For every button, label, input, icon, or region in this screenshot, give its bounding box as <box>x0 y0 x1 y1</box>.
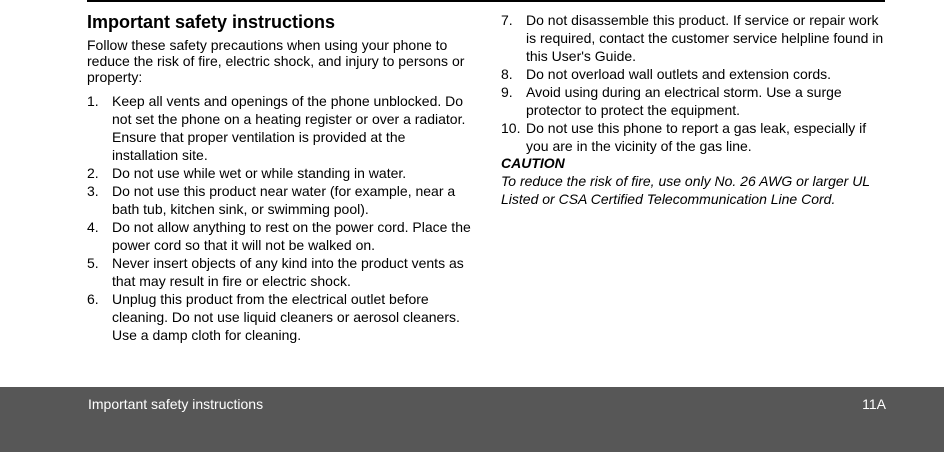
list-item <box>87 290 472 344</box>
page-title: Important safety instructions <box>87 12 336 32</box>
caution-text: To reduce the risk of fire, use only No. 26 AWG or larger UL Listed or CSA Certified Telecommunication Line Cord. <box>501 173 870 207</box>
item-number: 6. <box>87 291 99 307</box>
page-number: 11A <box>862 396 886 412</box>
item-text: Do not use this product near water (for example, near a bath tub, kitchen sink, or swimming pool). <box>112 183 456 217</box>
top-rule <box>87 0 885 2</box>
item-number: 3. <box>87 183 99 199</box>
item-text: Do not disassemble this product. If service or repair work is required, contact the customer service helpline found in this User's Guide. <box>526 12 884 64</box>
item-text: Avoid using during an electrical storm. Use a surge protector to protect the equipment. <box>526 84 842 118</box>
item-number: 2. <box>87 165 99 181</box>
left-instruction-list <box>87 92 472 344</box>
item-text: Do not overload wall outlets and extension cords. <box>526 66 832 82</box>
item-number: 5. <box>87 255 99 271</box>
right-instruction-list <box>501 11 891 155</box>
list-item <box>87 164 472 182</box>
item-number: 9. <box>501 84 513 100</box>
item-text: Never insert objects of any kind into the product vents as that may result in fire or electric shock. <box>112 255 464 289</box>
caution-heading: CAUTION <box>501 155 565 171</box>
intro-paragraph: Follow these safety precautions when using your phone to reduce the risk of fire, electric shock, and injury to persons or property: <box>87 37 465 85</box>
item-text: Do not use this phone to report a gas leak, especially if you are in the vicinity of the gas line. <box>526 120 867 154</box>
item-text: Do not allow anything to rest on the power cord. Place the power cord so that it will not be walked on. <box>112 219 471 253</box>
item-number: 4. <box>87 219 99 235</box>
item-text: Unplug this product from the electrical outlet before cleaning. Do not use liquid cleaners or aerosol cleaners. Use a damp cloth for cleaning. <box>112 291 460 343</box>
page-footer <box>0 387 944 452</box>
item-text: Keep all vents and openings of the phone unblocked. Do not set the phone on a heating register or over a radiator. Ensure that proper ventilation is provided at the installation site. <box>112 93 466 163</box>
item-number: 10. <box>501 120 521 136</box>
item-number: 8. <box>501 66 513 82</box>
list-item <box>501 119 891 155</box>
item-number: 1. <box>87 93 99 109</box>
list-item <box>87 254 472 290</box>
list-item <box>501 65 891 83</box>
item-text: Do not use while wet or while standing in water. <box>112 165 407 181</box>
list-item <box>501 11 891 65</box>
item-number: 7. <box>501 12 513 28</box>
list-item <box>87 182 472 218</box>
footer-section-title: Important safety instructions <box>88 396 264 412</box>
list-item <box>501 83 891 119</box>
list-item <box>87 218 472 254</box>
list-item <box>87 92 472 164</box>
